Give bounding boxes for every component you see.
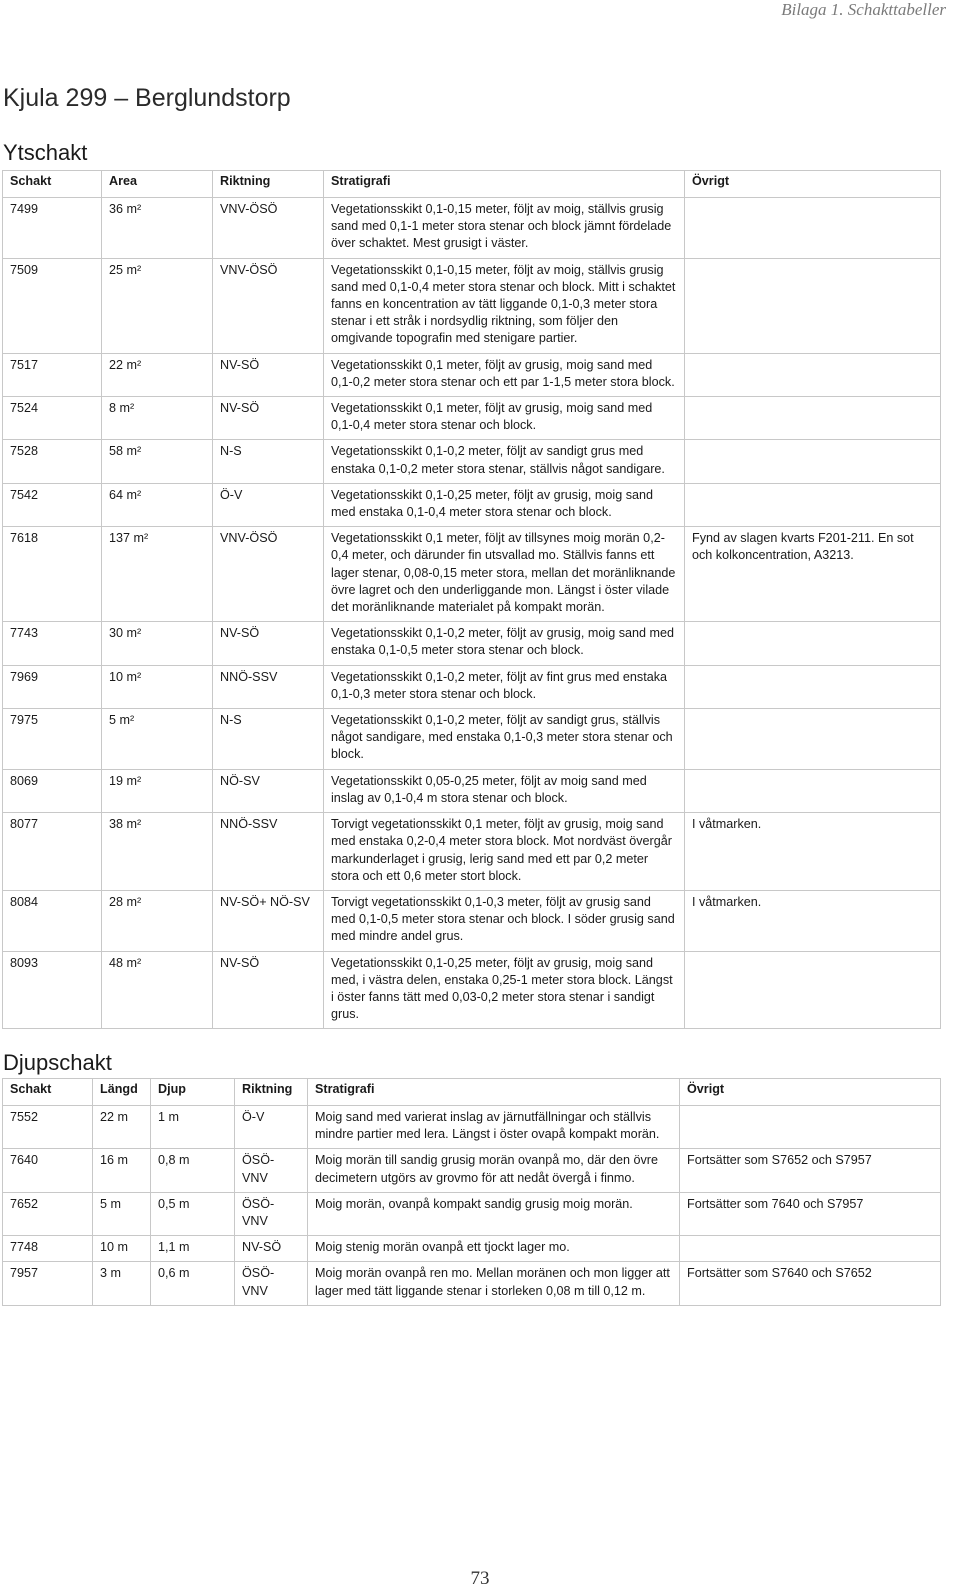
cell-ovrigt bbox=[685, 769, 941, 812]
table-header-row bbox=[3, 1079, 941, 1106]
section-title-ytschakt: Ytschakt bbox=[3, 140, 88, 165]
cell-stratigrafi: Moig sand med varierat inslag av järnutfällningar och ställvis mindre partier med lera. Längst i öster ovapå kompakt morän. bbox=[308, 1106, 680, 1149]
cell-riktning: NNÖ-SSV bbox=[213, 665, 324, 708]
column-header-riktning: Riktning bbox=[235, 1079, 308, 1106]
table-row bbox=[3, 1149, 941, 1192]
cell-ovrigt: Fynd av slagen kvarts F201-211. En sot och kolkoncentration, A3213. bbox=[685, 527, 941, 622]
cell-ovrigt bbox=[685, 397, 941, 440]
cell-riktning: NV-SÖ bbox=[213, 951, 324, 1029]
cell-djup: 1,1 m bbox=[151, 1236, 235, 1262]
ytschakt-table bbox=[2, 170, 941, 1029]
cell-area: 10 m² bbox=[102, 665, 213, 708]
cell-area: 48 m² bbox=[102, 951, 213, 1029]
cell-area: 64 m² bbox=[102, 483, 213, 526]
cell-schakt: 7618 bbox=[3, 527, 102, 622]
cell-area: 36 m² bbox=[102, 198, 213, 259]
cell-stratigrafi: Vegetationsskikt 0,1 meter, följt av tillsynes moig morän 0,2-0,4 meter, och därunder fin utsvallad mo. Ställvis fanns ett lager stenar, 0,08-0,15 meter stora, mellan det moränliknande övre lagret och den underliggande mon. Längst i öster vilade det moränliknande materialet på kompakt morän. bbox=[324, 527, 685, 622]
cell-area: 8 m² bbox=[102, 397, 213, 440]
cell-stratigrafi: Torvigt vegetationsskikt 0,1-0,3 meter, följt av grusig sand med 0,1-0,5 meter stora stenar och block. I söder grusig sand med mindre andel grus. bbox=[324, 890, 685, 951]
table-header-row bbox=[3, 171, 941, 198]
djupschakt-table-body bbox=[3, 1106, 941, 1306]
cell-langd: 10 m bbox=[93, 1236, 151, 1262]
cell-area: 30 m² bbox=[102, 622, 213, 665]
cell-riktning: NV-SÖ bbox=[213, 622, 324, 665]
column-header-stratigrafi: Stratigrafi bbox=[324, 171, 685, 198]
table-row bbox=[3, 769, 941, 812]
cell-riktning: ÖSÖ-VNV bbox=[235, 1262, 308, 1305]
column-header-area: Area bbox=[102, 171, 213, 198]
table-row bbox=[3, 1262, 941, 1305]
cell-ovrigt bbox=[680, 1236, 941, 1262]
cell-area: 19 m² bbox=[102, 769, 213, 812]
cell-area: 38 m² bbox=[102, 813, 213, 891]
cell-area: 5 m² bbox=[102, 709, 213, 770]
column-header-schakt: Schakt bbox=[3, 1079, 93, 1106]
cell-riktning: N-S bbox=[213, 440, 324, 483]
cell-stratigrafi: Vegetationsskikt 0,1-0,15 meter, följt av moig, ställvis grusig sand med 0,1-0,4 meter stora stenar och block. Mitt i schaktet fanns en koncentration av tätt liggande 0,1-0,3 meter stora stenar i ett stråk i nordsydlig riktning, som följer den omgivande topografin med stenigare partier. bbox=[324, 258, 685, 353]
cell-riktning: NÖ-SV bbox=[213, 769, 324, 812]
cell-ovrigt bbox=[685, 951, 941, 1029]
cell-riktning: Ö-V bbox=[213, 483, 324, 526]
cell-stratigrafi: Moig morän ovanpå ren mo. Mellan moränen och mon ligger att lager med tätt liggande stenar i storleken 0,08 m till 0,12 m. bbox=[308, 1262, 680, 1305]
cell-langd: 22 m bbox=[93, 1106, 151, 1149]
table-row bbox=[3, 1192, 941, 1235]
cell-area: 28 m² bbox=[102, 890, 213, 951]
table-row bbox=[3, 622, 941, 665]
cell-ovrigt bbox=[685, 483, 941, 526]
cell-langd: 16 m bbox=[93, 1149, 151, 1192]
table-row bbox=[3, 665, 941, 708]
cell-schakt: 7748 bbox=[3, 1236, 93, 1262]
table-row bbox=[3, 527, 941, 622]
column-header-ovrigt: Övrigt bbox=[680, 1079, 941, 1106]
cell-schakt: 7509 bbox=[3, 258, 102, 353]
table-row bbox=[3, 440, 941, 483]
cell-area: 25 m² bbox=[102, 258, 213, 353]
cell-stratigrafi: Torvigt vegetationsskikt 0,1 meter, följt av grusig, moig sand med enstaka 0,2-0,4 meter stora block. Mot nordväst övergår markunderlaget i grusig, lerig sand med ett par 0,2 meter stora och ett 0,6 meter stort block. bbox=[324, 813, 685, 891]
cell-area: 22 m² bbox=[102, 353, 213, 396]
cell-ovrigt bbox=[685, 622, 941, 665]
cell-ovrigt bbox=[685, 665, 941, 708]
cell-schakt: 7499 bbox=[3, 198, 102, 259]
table-row bbox=[3, 1236, 941, 1262]
cell-area: 58 m² bbox=[102, 440, 213, 483]
cell-schakt: 7975 bbox=[3, 709, 102, 770]
cell-schakt: 7552 bbox=[3, 1106, 93, 1149]
cell-stratigrafi: Vegetationsskikt 0,1-0,25 meter, följt av grusig, moig sand med enstaka 0,1-0,4 meter stora stenar och block. bbox=[324, 483, 685, 526]
cell-stratigrafi: Vegetationsskikt 0,1-0,15 meter, följt av moig, ställvis grusig sand med 0,1-1 meter stora stenar och block jämnt fördelade över schaktet. Mest grusigt i väster. bbox=[324, 198, 685, 259]
cell-ovrigt bbox=[680, 1106, 941, 1149]
column-header-langd: Längd bbox=[93, 1079, 151, 1106]
cell-schakt: 7640 bbox=[3, 1149, 93, 1192]
cell-stratigrafi: Vegetationsskikt 0,1-0,25 meter, följt av grusig, moig sand med, i västra delen, enstaka 0,25-1 meter stora block. Längst i öster fanns tätt med 0,03-0,2 meter stora stenar i sandigt grus. bbox=[324, 951, 685, 1029]
cell-stratigrafi: Moig morän, ovanpå kompakt sandig grusig moig morän. bbox=[308, 1192, 680, 1235]
cell-djup: 0,5 m bbox=[151, 1192, 235, 1235]
table-row bbox=[3, 397, 941, 440]
cell-ovrigt bbox=[685, 709, 941, 770]
cell-stratigrafi: Moig stenig morän ovanpå ett tjockt lager mo. bbox=[308, 1236, 680, 1262]
page-number: 73 bbox=[470, 1568, 490, 1589]
cell-schakt: 7652 bbox=[3, 1192, 93, 1235]
table-row bbox=[3, 890, 941, 951]
cell-djup: 0,6 m bbox=[151, 1262, 235, 1305]
cell-riktning: ÖSÖ-VNV bbox=[235, 1192, 308, 1235]
cell-ovrigt: Fortsätter som S7640 och S7652 bbox=[680, 1262, 941, 1305]
cell-langd: 3 m bbox=[93, 1262, 151, 1305]
cell-ovrigt: Fortsätter som S7652 och S7957 bbox=[680, 1149, 941, 1192]
cell-schakt: 7528 bbox=[3, 440, 102, 483]
cell-riktning: VNV-ÖSÖ bbox=[213, 198, 324, 259]
page-title: Kjula 299 – Berglundstorp bbox=[3, 84, 291, 112]
cell-riktning: VNV-ÖSÖ bbox=[213, 527, 324, 622]
column-header-riktning: Riktning bbox=[213, 171, 324, 198]
column-header-ovrigt: Övrigt bbox=[685, 171, 941, 198]
table-row bbox=[3, 483, 941, 526]
cell-djup: 0,8 m bbox=[151, 1149, 235, 1192]
cell-stratigrafi: Vegetationsskikt 0,1-0,2 meter, följt av sandigt grus, ställvis något sandigare, med enstaka 0,1-0,3 meter stora stenar och block. bbox=[324, 709, 685, 770]
cell-schakt: 8077 bbox=[3, 813, 102, 891]
cell-stratigrafi: Vegetationsskikt 0,1-0,2 meter, följt av sandigt grus med enstaka 0,1-0,2 meter stora stenar, ställvis något sandigare. bbox=[324, 440, 685, 483]
ytschakt-table-body bbox=[3, 198, 941, 1029]
table-row bbox=[3, 353, 941, 396]
column-header-djup: Djup bbox=[151, 1079, 235, 1106]
cell-ovrigt: I våtmarken. bbox=[685, 890, 941, 951]
running-head: Bilaga 1. Schakttabeller bbox=[781, 0, 946, 19]
cell-ovrigt bbox=[685, 198, 941, 259]
cell-stratigrafi: Vegetationsskikt 0,1 meter, följt av grusig, moig sand med 0,1-0,4 meter stora stenar och block. bbox=[324, 397, 685, 440]
cell-riktning: ÖSÖ-VNV bbox=[235, 1149, 308, 1192]
cell-schakt: 7542 bbox=[3, 483, 102, 526]
cell-riktning: NNÖ-SSV bbox=[213, 813, 324, 891]
column-header-schakt: Schakt bbox=[3, 171, 102, 198]
cell-schakt: 7524 bbox=[3, 397, 102, 440]
cell-stratigrafi: Vegetationsskikt 0,1 meter, följt av grusig, moig sand med 0,1-0,2 meter stora stenar och ett par 1-1,5 meter stora block. bbox=[324, 353, 685, 396]
cell-riktning: NV-SÖ+ NÖ-SV bbox=[213, 890, 324, 951]
cell-ovrigt: I våtmarken. bbox=[685, 813, 941, 891]
cell-riktning: N-S bbox=[213, 709, 324, 770]
cell-schakt: 7517 bbox=[3, 353, 102, 396]
cell-ovrigt bbox=[685, 353, 941, 396]
cell-schakt: 8084 bbox=[3, 890, 102, 951]
cell-stratigrafi: Vegetationsskikt 0,1-0,2 meter, följt av grusig, moig sand med enstaka 0,1-0,5 meter stora stenar och block. bbox=[324, 622, 685, 665]
cell-riktning: Ö-V bbox=[235, 1106, 308, 1149]
cell-riktning: NV-SÖ bbox=[213, 353, 324, 396]
cell-schakt: 7957 bbox=[3, 1262, 93, 1305]
column-header-stratigrafi: Stratigrafi bbox=[308, 1079, 680, 1106]
cell-schakt: 8093 bbox=[3, 951, 102, 1029]
cell-stratigrafi: Vegetationsskikt 0,05-0,25 meter, följt av moig sand med inslag av 0,1-0,4 m stora stenar och block. bbox=[324, 769, 685, 812]
cell-riktning: NV-SÖ bbox=[235, 1236, 308, 1262]
cell-schakt: 7743 bbox=[3, 622, 102, 665]
table-row bbox=[3, 198, 941, 259]
cell-ovrigt: Fortsätter som 7640 och S7957 bbox=[680, 1192, 941, 1235]
cell-ovrigt bbox=[685, 440, 941, 483]
cell-djup: 1 m bbox=[151, 1106, 235, 1149]
table-row bbox=[3, 258, 941, 353]
table-row bbox=[3, 813, 941, 891]
cell-stratigrafi: Moig morän till sandig grusig morän ovanpå mo, där den övre decimetern utgörs av grovmo för att nedåt övergå i finmo. bbox=[308, 1149, 680, 1192]
cell-schakt: 7969 bbox=[3, 665, 102, 708]
table-row bbox=[3, 1106, 941, 1149]
cell-ovrigt bbox=[685, 258, 941, 353]
cell-riktning: NV-SÖ bbox=[213, 397, 324, 440]
cell-stratigrafi: Vegetationsskikt 0,1-0,2 meter, följt av fint grus med enstaka 0,1-0,3 meter stora stenar och block. bbox=[324, 665, 685, 708]
section-title-djupschakt: Djupschakt bbox=[3, 1050, 112, 1075]
djupschakt-table bbox=[2, 1078, 941, 1306]
cell-langd: 5 m bbox=[93, 1192, 151, 1235]
cell-riktning: VNV-ÖSÖ bbox=[213, 258, 324, 353]
cell-area: 137 m² bbox=[102, 527, 213, 622]
table-row bbox=[3, 709, 941, 770]
table-row bbox=[3, 951, 941, 1029]
cell-schakt: 8069 bbox=[3, 769, 102, 812]
